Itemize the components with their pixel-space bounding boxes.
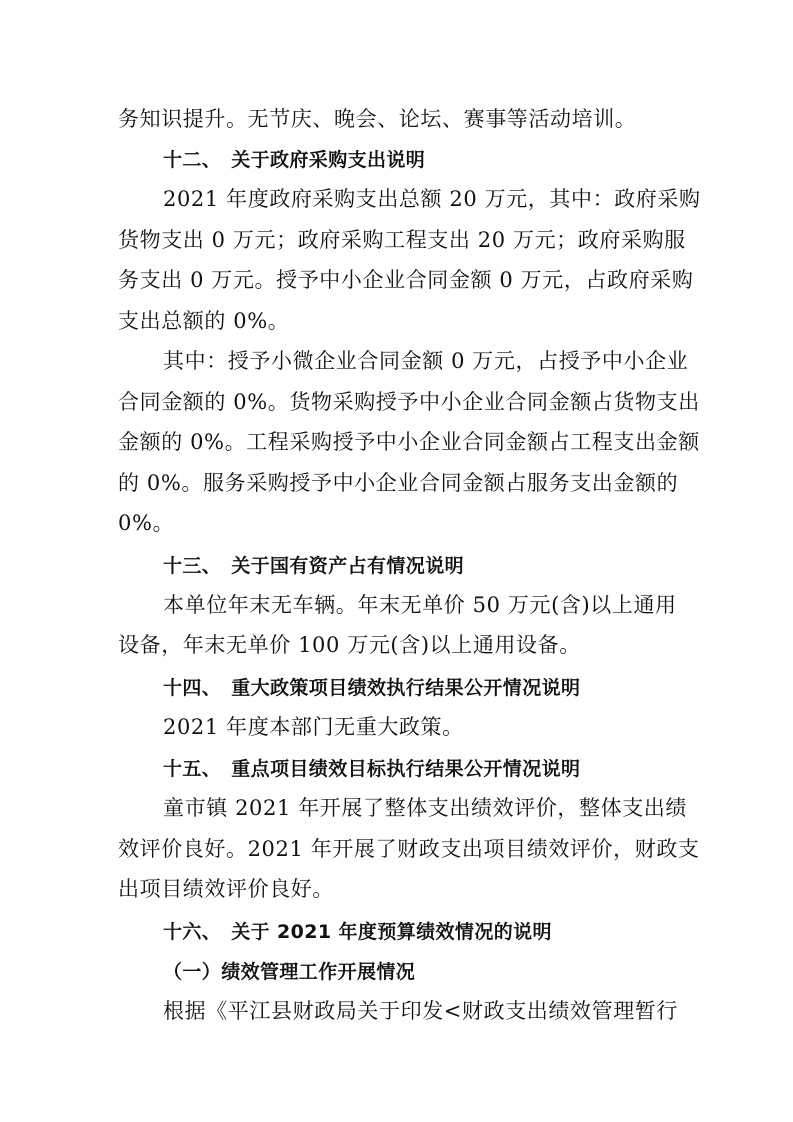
paragraph-line: 0%。 <box>118 511 175 535</box>
paragraph-line: 金额的 0%。工程采购授予中小企业合同金额占工程支出金额 <box>118 430 700 454</box>
heading-text: 关于 2021 年度预算绩效情况的说明 <box>231 921 552 943</box>
heading-text: 关于政府采购支出说明 <box>231 149 426 171</box>
paragraph-line: 务知识提升。无节庆、晚会、论坛、赛事等活动培训。 <box>118 107 637 131</box>
paragraph-line: 2021 年度本部门无重大政策。 <box>163 715 464 739</box>
heading-number: 十四、 <box>163 677 222 699</box>
section-heading-16 <box>163 917 552 947</box>
paragraph-line: 合同金额的 0%。货物采购授予中小企业合同金额占货物支出 <box>118 390 700 414</box>
paragraph-line: 效评价良好。2021 年开展了财政支出项目绩效评价，财政支 <box>118 837 700 861</box>
paragraph-line: 根据《平江县财政局关于印发<财政支出绩效管理暂行 <box>163 999 678 1023</box>
paragraph-line: 的 0%。服务采购授予中小企业合同金额占服务支出金额的 <box>118 471 679 495</box>
paragraph-line: 设备，年末无单价 100 万元(含)以上通用设备。 <box>118 633 581 657</box>
paragraph-line: 本单位年末无车辆。年末无单价 50 万元(含)以上通用 <box>163 593 677 617</box>
heading-number: 十六、 <box>163 921 222 943</box>
heading-text: 重大政策项目绩效执行结果公开情况说明 <box>231 677 581 699</box>
heading-number: 十五、 <box>163 758 222 780</box>
heading-text: 绩效管理工作开展情况 <box>221 961 416 983</box>
paragraph-line: 2021 年度政府采购支出总额 20 万元，其中：政府采购 <box>163 187 701 211</box>
paragraph-line: 出项目绩效评价良好。 <box>118 877 334 901</box>
paragraph-line: 支出总额的 0%。 <box>118 309 290 333</box>
paragraph-line: 货物支出 0 万元；政府采购工程支出 20 万元；政府采购服 <box>118 228 686 252</box>
heading-text: 重点项目绩效目标执行结果公开情况说明 <box>231 758 581 780</box>
paragraph-line: 童市镇 2021 年开展了整体支出绩效评价，整体支出绩 <box>163 796 687 820</box>
heading-number: 十三、 <box>163 555 222 577</box>
section-heading-12 <box>163 145 425 175</box>
section-heading-13 <box>163 551 464 581</box>
paragraph-line: 务支出 0 万元。授予中小企业合同金额 0 万元，占政府采购 <box>118 268 694 292</box>
heading-number: （一） <box>163 961 222 983</box>
heading-number: 十二、 <box>163 149 222 171</box>
subsection-heading <box>163 957 415 987</box>
paragraph-line: 其中：授予小微企业合同金额 0 万元，占授予中小企业 <box>163 349 689 373</box>
section-heading-15 <box>163 754 580 784</box>
section-heading-14 <box>163 673 580 703</box>
heading-text: 关于国有资产占有情况说明 <box>231 555 465 577</box>
